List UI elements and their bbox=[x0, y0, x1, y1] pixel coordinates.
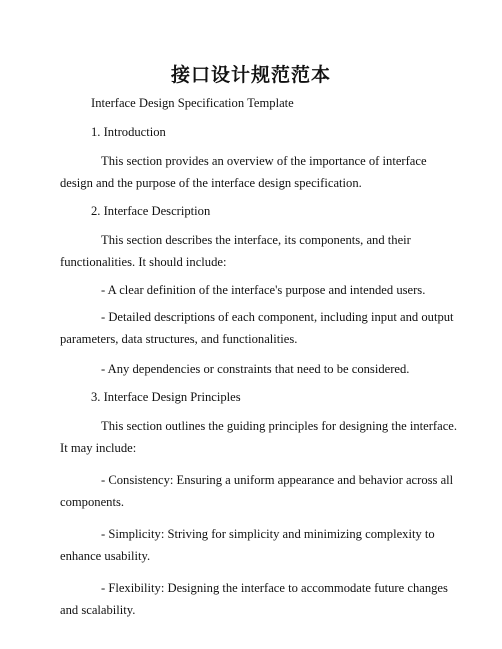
document-title: 接口设计规范范本 bbox=[170, 64, 331, 86]
list-item: - Simplicity: Striving for simplicity and minimizing complexity to enhance usability. bbox=[60, 527, 435, 563]
list-item: - Consistency: Ensuring a uniform appearance and behavior across all components. bbox=[60, 473, 454, 509]
section-paragraph: This section provides an overview of the importance of interface design and the purpose of the interface design specification. bbox=[60, 154, 427, 190]
document-subtitle: Interface Design Specification Template bbox=[91, 96, 294, 110]
section-paragraph: This section outlines the guiding principles for designing the interface. It may include: bbox=[60, 419, 458, 455]
section-heading-interface-description: 2. Interface Description bbox=[91, 204, 211, 218]
section-heading-introduction: 1. Introduction bbox=[91, 125, 166, 139]
list-item: - Detailed descriptions of each component, including input and output parameters, data structures, and functionalities. bbox=[60, 310, 454, 346]
section-paragraph: This section describes the interface, its components, and their functionalities. It should include: bbox=[60, 233, 411, 269]
list-item: - A clear definition of the interface's purpose and intended users. bbox=[101, 283, 426, 297]
list-item: - Flexibility: Designing the interface to accommodate future changes and scalability. bbox=[60, 581, 448, 617]
section-heading-design-principles: 3. Interface Design Principles bbox=[91, 390, 241, 404]
list-item: - Any dependencies or constraints that need to be considered. bbox=[101, 362, 410, 376]
